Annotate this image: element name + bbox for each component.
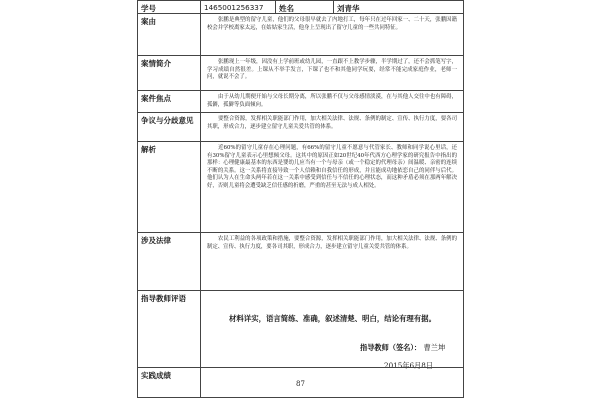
case-focus-text: 由于从幼儿期便开始与父母长期分离，所以张鹏不仅与父母感情淡漠，在与其他人交往中也有障碍，孤僻，孤僻等负面倾向。: [207, 94, 457, 108]
student-id-label: 学号: [138, 1, 201, 13]
case-focus-label: 案件焦点: [138, 91, 201, 112]
law-row: [137, 232, 464, 290]
dispute-row: [137, 112, 464, 141]
signature-label: 指导教师（签名）：: [360, 343, 422, 352]
analysis-row: [137, 141, 464, 232]
teacher-signature: [360, 343, 445, 353]
header-row: [137, 0, 464, 13]
practice-score-value: 87: [296, 380, 305, 388]
name-label: 姓名: [276, 1, 334, 13]
case-origin-label: 案由: [138, 14, 201, 55]
law-label: 涉及法律: [138, 233, 201, 290]
comment-date: 2015年6月8日: [384, 361, 434, 370]
practice-score-label: 实践成绩: [138, 368, 201, 397]
analysis-text: 近60%的留守儿童存在心理问题，有66%的留守儿童不愿意与代管家长、教师和同学说心里话，还有30%留守儿童表示心里想倾父母。这其中的原因正如20世纪40年代西方心理学家的研究报告中指出的那样：心理健康最基本的东西是婴幼儿应当有一个与母亲（或一个稳定的代理母亲）间温暖、亲密的连续不断的关系。这一关系将直接导致一个人信赖和自我信任的形成，并且能成功地依恋自己的同伴与后代。他们认为人在生命头两年若在这一关系中感受到信任与不信任的心理状态，而这种矛盾必须在那两年解决好，否则儿童将会遭受缺乏信任感的折磨，严重的甚至无法与成人相处。: [207, 145, 457, 189]
case-origin-text: 张鹏是典型的留守儿童，他们的父母很早就去了内地打工，每年只在过年回家一、二十天，张鹏因籍校会并学校离家太远，在姑姑家生活，他身上呈现出了留守儿童的一些共同特征。: [207, 17, 457, 31]
practice-score-row: [137, 367, 464, 398]
case-summary-row: [137, 55, 464, 90]
signature-name: 曹兰坤: [423, 343, 446, 352]
case-summary-text: 张鹏现上一年级，因没有上学前班或幼儿园，一直跟不上教学步骤，半学期过了，还不会抓笔写字，学习成绩自然很差。上课从不举手发言，下课了也不和其他同学玩耍，经常不能完成家庭作业，老师一问，就说不会了。: [207, 59, 457, 81]
case-focus-row: [137, 90, 464, 112]
law-text: 农民工利益的各项政策和措施，要整合资源，发挥相关职能部门作用，加大相关法律、法规、条例的制定、宣传、执行力度，要各司其职，形成合力，逐步建立留守儿童关爱共管的体系。: [207, 236, 457, 250]
teacher-comment-label: 指导教师评语: [138, 291, 201, 367]
name-value: 刘青华: [337, 4, 360, 13]
analysis-label: 解析: [138, 142, 201, 232]
student-id-value: 1465001256337: [201, 1, 276, 13]
dispute-label: 争议与分歧意见: [138, 113, 201, 141]
teacher-comment-row: [137, 290, 464, 370]
teacher-comment-text: 材料详实，语言简练、准确，叙述清楚、明白，结论有理有据。: [229, 314, 436, 323]
case-summary-label: 案情简介: [138, 56, 201, 90]
case-analysis-form: [137, 0, 464, 400]
dispute-text: 要整合资源，发挥相关职能部门作用，加大相关法律、法规、条例的制定、宣传、执行力度，要各司其职，形成合力，逐步建立留守儿童关爱共管的体系。: [207, 116, 457, 130]
case-origin-row: [137, 13, 464, 55]
